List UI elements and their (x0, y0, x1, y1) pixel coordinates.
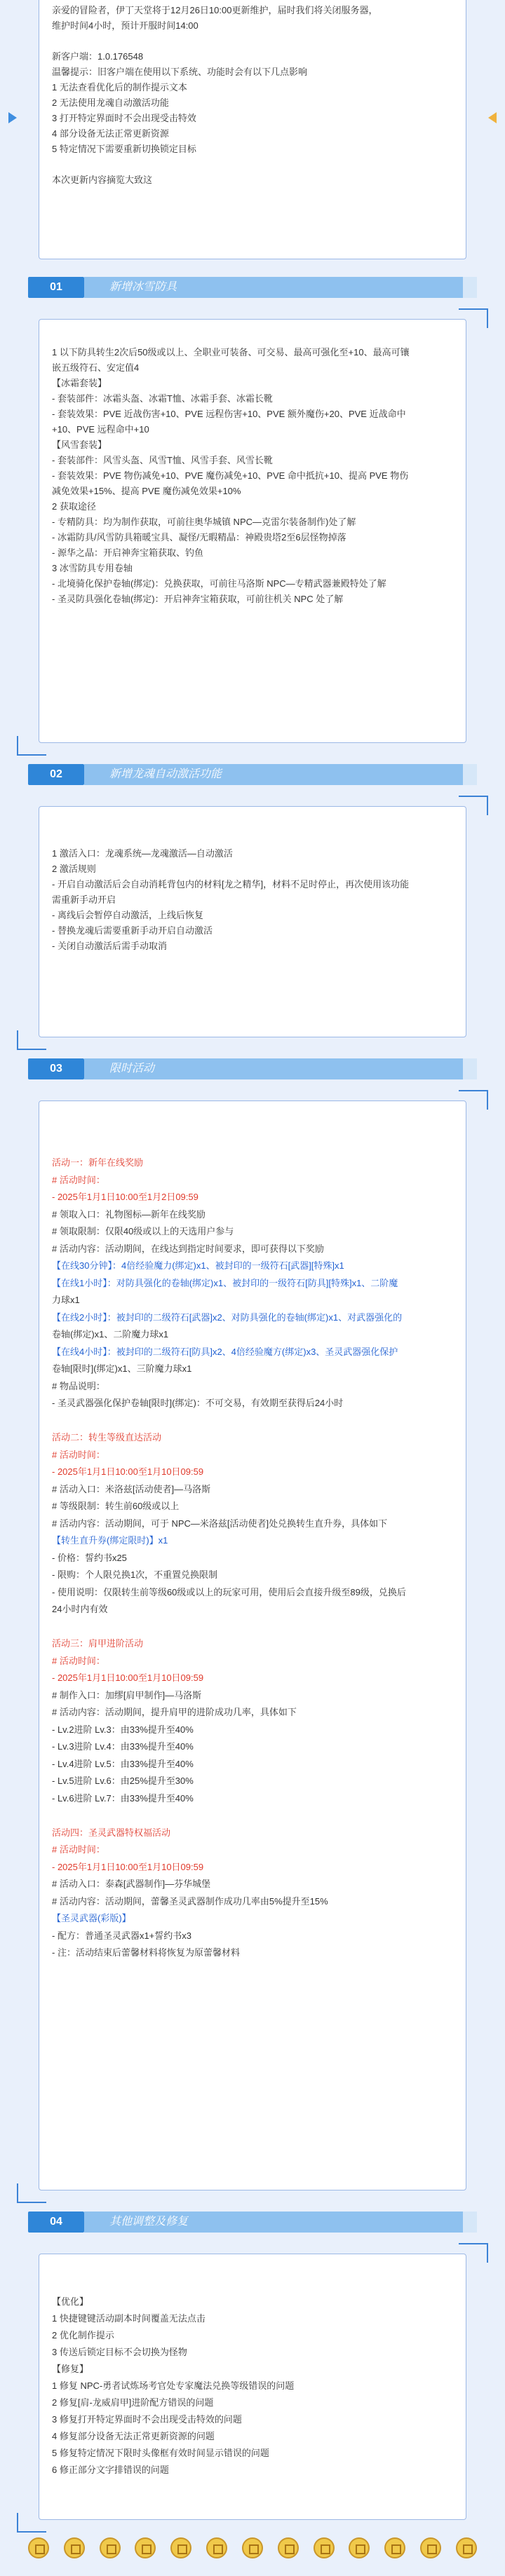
section-body (39, 1101, 466, 1972)
section-line: 卷轴[限时](绑定)x1、三阶魔力球x1 (52, 1363, 192, 1374)
section-line: - 价格：誓约书x25 (52, 1552, 127, 1563)
section-line: # 活动时间： (52, 1174, 105, 1185)
section-line: # 活动内容：活动期间，在线达到指定时间要求，即可获得以下奖励 (52, 1243, 324, 1254)
section-line: - 关闭自动激活后需手动取消 (52, 941, 167, 951)
section-line: 4 修复部分设备无法正常更新资源的问题 (52, 2431, 215, 2441)
section-line: - 专精防具：均为制作获取，可前往奥华城镇 NPC—克雷尔装备制作)处了解 (52, 517, 356, 527)
section-line (52, 1807, 453, 1825)
section-line: - 圣灵防具强化卷轴(绑定)：开启神奔宝箱获取，可前往机关 NPC 处了解 (52, 594, 344, 604)
section-line: 【在线4小时】：被封印的二级符石[防具]x2、4倍经验魔方(绑定)x3、圣灵武器强化保护 (52, 1346, 398, 1357)
section-title: 限时活动 (84, 1058, 463, 1079)
section-line: 活动四：圣灵武器特权福活动 (52, 1827, 171, 1838)
section-line: 2 修复[肩-龙威肩甲]进阶配方错误的问题 (52, 2397, 214, 2408)
section-line: - Lv.6进阶 Lv.7：由33%提升至40% (52, 1792, 194, 1804)
section-line: 6 修正部分文字排错误的问题 (52, 2465, 169, 2475)
section-line: - Lv.3进阶 Lv.4：由33%提升至40% (52, 1741, 194, 1752)
section-body (39, 320, 466, 617)
section-line: - 套装效果：PVE 物伤减免+10、PVE 魔伤减免+10、PVE 命中抵抗+10、提高 PVE 物伤 (52, 470, 409, 481)
section-line: 1 以下防具转生2次后50级或以上、全职业可装备、可交易、最高可强化至+10、最高可镶 (52, 347, 410, 357)
section-line: 活动三：肩甲进阶活动 (52, 1638, 144, 1649)
section-line: 【优化】 (52, 2296, 89, 2307)
coin-icon (170, 2537, 191, 2558)
intro-line: 5 特定情况下需要重新切换锁定目标 (52, 144, 196, 154)
section-line: - 套装部件：风雪头盔、风雪T恤、风雪手套、风雪长靴 (52, 455, 273, 465)
section-line: - 2025年1月1日10:00至1月10日09:59 (52, 1466, 204, 1477)
section-line: 1 修复 NPC-勇者试炼场考官处专家魔法兑换等级错误的问题 (52, 2380, 295, 2391)
section-header-03 (28, 1058, 477, 1079)
section-line: - 套装部件：冰霜头盔、冰霜T恤、冰霜手套、冰霜长靴 (52, 393, 273, 404)
section-line: 3 传送后锁定目标不会切换为怪物 (52, 2347, 187, 2357)
section-line: 【在线30分钟】：4倍经验魔力(绑定)x1、被封印的一级符石[武器][特殊]x1 (52, 1260, 344, 1271)
coin-icon (64, 2537, 85, 2558)
section-line: - Lv.4进阶 Lv.5：由33%提升至40% (52, 1758, 194, 1769)
coin-icon (420, 2537, 441, 2558)
corner-deco-icon (17, 736, 46, 756)
corner-deco-icon (17, 2183, 46, 2203)
section-header-04 (28, 2212, 477, 2233)
section-line: 3 修复打开特定界面时不会出现受击特效的问题 (52, 2414, 242, 2425)
section-line: - 冰霜防具/风雪防具箱暖宝具、凝怪/无暇精晶：神殿贵塔2至6层怪物掉落 (52, 532, 346, 543)
section-line: # 物品说明： (52, 1380, 105, 1391)
intro-line (52, 34, 453, 49)
section-line: - Lv.5进阶 Lv.6：由25%提升至30% (52, 1776, 194, 1786)
header-tail (463, 1058, 477, 1079)
intro-line: 本次更新内容摘览大致这 (52, 175, 153, 185)
coin-icon (242, 2537, 263, 2558)
section-line: 【在线2小时】：被封印的二级符石[武器]x2、对防具强化的卷轴(绑定)x1、对武器强化的 (52, 1311, 403, 1323)
section-line: 嵌五级符石、安定值4 (52, 362, 140, 373)
coin-icon (384, 2537, 405, 2558)
section-line: 2 获取途径 (52, 501, 96, 512)
section-line: 2 激活规则 (52, 864, 96, 874)
section-line: 减免效果+15%、提高 PVE 魔伤减免效果+10% (52, 486, 241, 496)
section-line: 【冰霜套装】 (52, 378, 107, 388)
coin-icon (314, 2537, 335, 2558)
intro-card (39, 0, 466, 259)
left-arrow-icon (8, 112, 17, 123)
section-number: 03 (28, 1058, 84, 1079)
intro-line (52, 157, 453, 172)
section-line: - 源华之晶：开启神奔宝箱获取、钓鱼 (52, 547, 203, 558)
section-line: 【转生直升券(绑定限时)】x1 (52, 1535, 168, 1546)
section-line: - 套装效果：PVE 近战伤害+10、PVE 远程伤害+10、PVE 额外魔伤+20、PVE 近战命中 (52, 409, 406, 419)
section-line: - 使用说明：仅限转生前等级60级或以上的玩家可用，使用后会直接升级至89级，兑换后 (52, 1586, 406, 1597)
section-header-01 (28, 277, 477, 298)
section-line: - 2025年1月1日10:00至1月10日09:59 (52, 1861, 204, 1872)
section-line: 1 快捷键键活动副本时间覆盖无法点击 (52, 2313, 206, 2324)
section-line: # 活动时间： (52, 1844, 105, 1855)
section-number: 01 (28, 277, 84, 298)
section-line: 力球x1 (52, 1295, 80, 1305)
section-title: 新增龙魂自动激活功能 (84, 764, 463, 785)
intro-line: 4 部分设备无法正常更新资源 (52, 128, 169, 139)
section-line: 2 优化制作提示 (52, 2330, 114, 2340)
section-line: - 替换龙魂后需要重新手动开启自动激活 (52, 925, 213, 936)
section-line: 5 修复特定情况下限时头像框有效时间显示错误的问题 (52, 2448, 269, 2458)
section-card-04 (39, 2254, 466, 2520)
intro-line: 亲爱的冒险者，伊丁天堂将于12月26日10:00更新维护，届时我们将关闭服务器， (52, 5, 378, 15)
section-line: # 领取限制：仅限40级或以上的天选用户参与 (52, 1226, 234, 1236)
intro-line: 3 打开特定界面时不会出现受击特效 (52, 113, 196, 123)
section-line: - 离线后会暂停自动激活，上线后恢复 (52, 910, 203, 920)
intro-line: 维护时间4小时，预计开服时间14:00 (52, 20, 198, 31)
section-line: 1 激活入口：龙魂系统—龙魂激活—自动激活 (52, 848, 233, 859)
section-line: # 领取入口：礼物图标—新年在线奖励 (52, 1208, 206, 1220)
section-number: 04 (28, 2212, 84, 2233)
header-tail (463, 277, 477, 298)
section-line: # 制作入口：加缪[肩甲制作]—马洛斯 (52, 1689, 202, 1701)
section-line: 需重新手动开启 (52, 894, 116, 905)
section-line: - 限购：个人限兑换1次，不重置兑换限制 (52, 1569, 218, 1580)
section-card-03 (39, 1100, 466, 2190)
section-line: 【圣灵武器(彩版)】 (52, 1913, 131, 1923)
coin-icon (456, 2537, 477, 2558)
section-body (39, 807, 466, 964)
intro-line: 2 无法使用龙魂自动激活功能 (52, 97, 169, 108)
coin-icon (206, 2537, 227, 2558)
section-title: 新增冰雪防具 (84, 277, 463, 298)
section-card-01 (39, 319, 466, 743)
coin-icon (349, 2537, 370, 2558)
section-line: # 等级限制：转生前60级或以上 (52, 1501, 180, 1511)
coin-icon (100, 2537, 121, 2558)
section-line: 活动一：新年在线奖励 (52, 1157, 144, 1168)
section-line: - 注：活动结束后蕾馨材料将恢复为原蕾馨材料 (52, 1947, 240, 1958)
section-line: # 活动内容：活动期间，可于 NPC—米洛兹[活动使者]处兑换转生直升券，具体如下 (52, 1518, 388, 1529)
section-line: - 开启自动激活后会自动消耗背包内的材料[龙之精华]，材料不足时停止，再次使用该功能 (52, 879, 410, 890)
section-line: 【风雪套装】 (52, 439, 107, 450)
section-line: # 活动内容：活动期间，蕾馨圣灵武器制作成功几率由5%提升至15% (52, 1895, 328, 1907)
section-line: # 活动入口：米洛兹[活动使者]—马洛斯 (52, 1483, 211, 1494)
section-line: 【修复】 (52, 2364, 89, 2374)
section-line: # 活动入口：泰森[武器制作]—芬华城堡 (52, 1879, 211, 1889)
section-line (52, 1618, 453, 1636)
intro-line: 1 无法查看优化后的制作提示文本 (52, 82, 187, 93)
coin-icon (28, 2537, 49, 2558)
section-line: 【在线1小时】：对防具强化的卷轴(绑定)x1、被封印的一级符石[防具][特殊]x1、二阶魔 (52, 1277, 398, 1288)
section-line: - 2025年1月1日10:00至1月2日09:59 (52, 1192, 198, 1202)
intro-line: 新客户端：1.0.176548 (52, 51, 144, 62)
intro-line: 温馨提示：旧客户端在使用以下系统、功能时会有以下几点影响 (52, 67, 308, 77)
section-line: - 北境骑化保护卷轴(绑定)：兑换获取，可前往马洛斯 NPC—专精武器兼殿特处了解 (52, 578, 386, 589)
corner-deco-icon (17, 1030, 46, 1050)
header-tail (463, 764, 477, 785)
right-arrow-icon (488, 112, 497, 123)
section-line: 卷轴(绑定)x1、二阶魔力球x1 (52, 1329, 169, 1340)
footer-coin-row (28, 2537, 477, 2565)
section-line: 24小时内有效 (52, 1604, 108, 1614)
section-line: - 配方：普通圣灵武器x1+誓约书x3 (52, 1930, 191, 1941)
section-line: +10、PVE 远程命中+10 (52, 424, 149, 435)
section-title: 其他调整及修复 (84, 2212, 463, 2233)
section-line: - 2025年1月1日10:00至1月10日09:59 (52, 1672, 204, 1683)
section-line: # 活动内容：活动期间，提升肩甲的进阶成功几率，具体如下 (52, 1707, 297, 1717)
section-line: 活动二：转生等级直达活动 (52, 1432, 162, 1443)
corner-deco-icon (17, 2513, 46, 2533)
coin-icon (135, 2537, 156, 2558)
section-number: 02 (28, 764, 84, 785)
section-line: # 活动时间： (52, 1655, 105, 1666)
section-line: - Lv.2进阶 Lv.3：由33%提升至40% (52, 1724, 194, 1735)
section-line: - 圣灵武器强化保护卷轴[限时](绑定)：不可交易，有效期至获得后24小时 (52, 1398, 344, 1408)
section-card-02 (39, 806, 466, 1037)
header-tail (463, 2212, 477, 2233)
section-line (52, 1412, 453, 1430)
section-line: # 活动时间： (52, 1449, 105, 1460)
section-body (39, 2254, 466, 2488)
coin-icon (278, 2537, 299, 2558)
intro-text (39, 0, 466, 198)
section-header-02 (28, 764, 477, 785)
section-line: 3 冰雪防具专用卷轴 (52, 563, 133, 573)
